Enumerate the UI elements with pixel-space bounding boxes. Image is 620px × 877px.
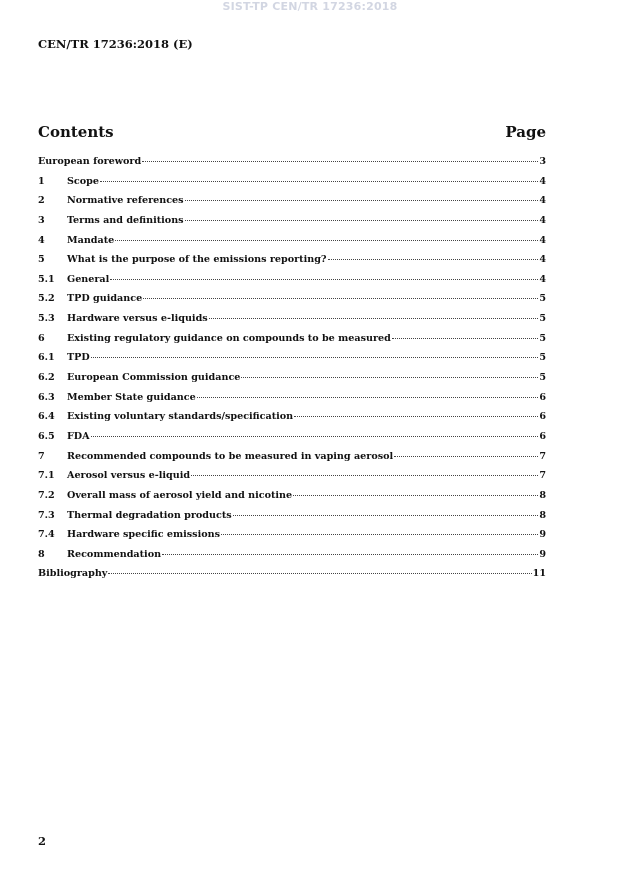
toc-entry-number: 7.1: [38, 470, 55, 482]
toc-entry-title: Existing regulatory guidance on compounds to be measured: [67, 332, 391, 344]
toc-entry[interactable]: [38, 568, 546, 588]
toc-dot-leader: [185, 220, 539, 221]
toc-entry-title: Thermal degradation products: [67, 509, 232, 521]
toc-entry-title: European Commission guidance: [67, 372, 241, 384]
toc-entry-page: 4: [539, 195, 546, 207]
toc-entry-number: 4: [38, 234, 45, 246]
toc-dot-leader: [185, 200, 539, 201]
contents-header: [38, 123, 546, 143]
table-of-contents: [38, 156, 546, 588]
toc-entry[interactable]: [38, 352, 546, 372]
toc-entry-page: 4: [539, 273, 546, 285]
toc-dot-leader: [191, 475, 538, 476]
toc-entry-title: Hardware specific emissions: [67, 529, 220, 541]
toc-entry-number: 7.3: [38, 509, 55, 521]
toc-entry[interactable]: [38, 529, 546, 549]
toc-entry-number: 5.2: [38, 293, 55, 305]
toc-entry-number: 8: [38, 548, 45, 560]
toc-entry-number: 7.4: [38, 529, 55, 541]
toc-entry-title: Normative references: [67, 195, 184, 207]
toc-entry[interactable]: [38, 254, 546, 274]
toc-entry[interactable]: [38, 451, 546, 471]
toc-entry-page: 7: [539, 450, 546, 462]
toc-dot-leader: [115, 240, 538, 241]
toc-entry-page: 9: [539, 529, 546, 541]
toc-dot-leader: [108, 573, 531, 574]
toc-entry-page: 5: [539, 293, 546, 305]
toc-dot-leader: [110, 279, 538, 280]
toc-entry-title: Bibliography: [38, 568, 108, 580]
toc-dot-leader: [197, 397, 539, 398]
toc-entry[interactable]: [38, 411, 546, 431]
toc-entry-number: 6.5: [38, 430, 55, 442]
toc-entry-number: 2: [38, 195, 45, 207]
toc-entry-title: Recommended compounds to be measured in vaping aerosol: [67, 450, 394, 462]
toc-entry-title: Hardware versus e-liquids: [67, 313, 208, 325]
toc-entry[interactable]: [38, 333, 546, 353]
toc-entry[interactable]: [38, 313, 546, 333]
toc-entry[interactable]: [38, 156, 546, 176]
toc-entry-title: Existing voluntary standards/specification: [67, 411, 294, 423]
toc-entry-number: 5: [38, 254, 45, 266]
toc-entry-page: 5: [539, 352, 546, 364]
toc-entry-title: TPD guidance: [67, 293, 143, 305]
toc-entry-title: FDA: [67, 430, 90, 442]
toc-entry-page: 5: [539, 313, 546, 325]
toc-entry[interactable]: [38, 176, 546, 196]
toc-entry-page: 8: [539, 509, 546, 521]
toc-entry-number: 5.1: [38, 273, 55, 285]
toc-entry-page: 4: [539, 175, 546, 187]
toc-entry-number: 6.1: [38, 352, 55, 364]
toc-entry-number: 6.3: [38, 391, 55, 403]
toc-entry-title: Terms and definitions: [67, 214, 184, 226]
toc-entry-page: 6: [539, 430, 546, 442]
page-column-title: Page: [505, 123, 546, 141]
toc-dot-leader: [293, 495, 538, 496]
toc-entry-title: General: [67, 273, 110, 285]
toc-entry-number: 5.3: [38, 313, 55, 325]
toc-dot-leader: [241, 377, 538, 378]
toc-dot-leader: [143, 298, 538, 299]
toc-entry-page: 3: [539, 156, 546, 167]
toc-entry-page: 11: [532, 568, 546, 580]
toc-entry-title: Overall mass of aerosol yield and nicotine: [67, 489, 293, 501]
toc-entry-number: 7.2: [38, 489, 55, 501]
toc-entry-page: 6: [539, 391, 546, 403]
page-number: 2: [38, 834, 47, 848]
toc-entry-page: 9: [539, 548, 546, 560]
toc-entry[interactable]: [38, 392, 546, 412]
toc-entry-title: Aerosol versus e-liquid: [67, 470, 191, 482]
toc-entry[interactable]: [38, 470, 546, 490]
toc-dot-leader: [392, 338, 538, 339]
toc-entry-page: 5: [539, 372, 546, 384]
toc-entry[interactable]: [38, 274, 546, 294]
toc-dot-leader: [233, 515, 539, 516]
watermark: SIST-TP CEN/TR 17236:2018: [222, 0, 398, 13]
toc-entry-page: 4: [539, 214, 546, 226]
toc-dot-leader: [394, 456, 538, 457]
toc-dot-leader: [294, 416, 538, 417]
toc-entry-title: Scope: [67, 175, 99, 187]
toc-entry[interactable]: [38, 293, 546, 313]
toc-entry-page: 4: [539, 234, 546, 246]
toc-entry-title: Member State guidance: [67, 391, 196, 403]
contents-title: Contents: [38, 123, 114, 141]
toc-entry[interactable]: [38, 431, 546, 451]
toc-entry-page: 5: [539, 332, 546, 344]
toc-dot-leader: [328, 259, 539, 260]
toc-entry-number: 1: [38, 175, 45, 187]
toc-dot-leader: [91, 436, 539, 437]
toc-entry-title: European foreword: [38, 156, 142, 167]
document-id: CEN/TR 17236:2018 (E): [38, 37, 193, 51]
toc-dot-leader: [100, 181, 538, 182]
toc-entry[interactable]: [38, 235, 546, 255]
toc-entry-number: 6: [38, 332, 45, 344]
toc-entry-number: 3: [38, 214, 45, 226]
toc-entry[interactable]: [38, 372, 546, 392]
toc-entry[interactable]: [38, 195, 546, 215]
toc-entry-page: 7: [539, 470, 546, 482]
toc-entry-number: 7: [38, 450, 45, 462]
toc-entry-title: Recommendation: [67, 548, 162, 560]
toc-entry[interactable]: [38, 510, 546, 530]
toc-entry-title: What is the purpose of the emissions reporting?: [67, 254, 327, 266]
toc-entry-number: 6.4: [38, 411, 55, 423]
toc-entry-page: 8: [539, 489, 546, 501]
toc-entry-number: 6.2: [38, 372, 55, 384]
toc-entry[interactable]: [38, 215, 546, 235]
toc-entry-page: 6: [539, 411, 546, 423]
toc-entry-title: Mandate: [67, 234, 115, 246]
toc-dot-leader: [209, 318, 539, 319]
toc-dot-leader: [142, 161, 538, 162]
toc-dot-leader: [162, 554, 538, 555]
toc-entry[interactable]: [38, 549, 546, 569]
toc-dot-leader: [91, 357, 539, 358]
toc-entry-page: 4: [539, 254, 546, 266]
toc-dot-leader: [221, 534, 538, 535]
toc-entry[interactable]: [38, 490, 546, 510]
toc-entry-title: TPD: [67, 352, 90, 364]
